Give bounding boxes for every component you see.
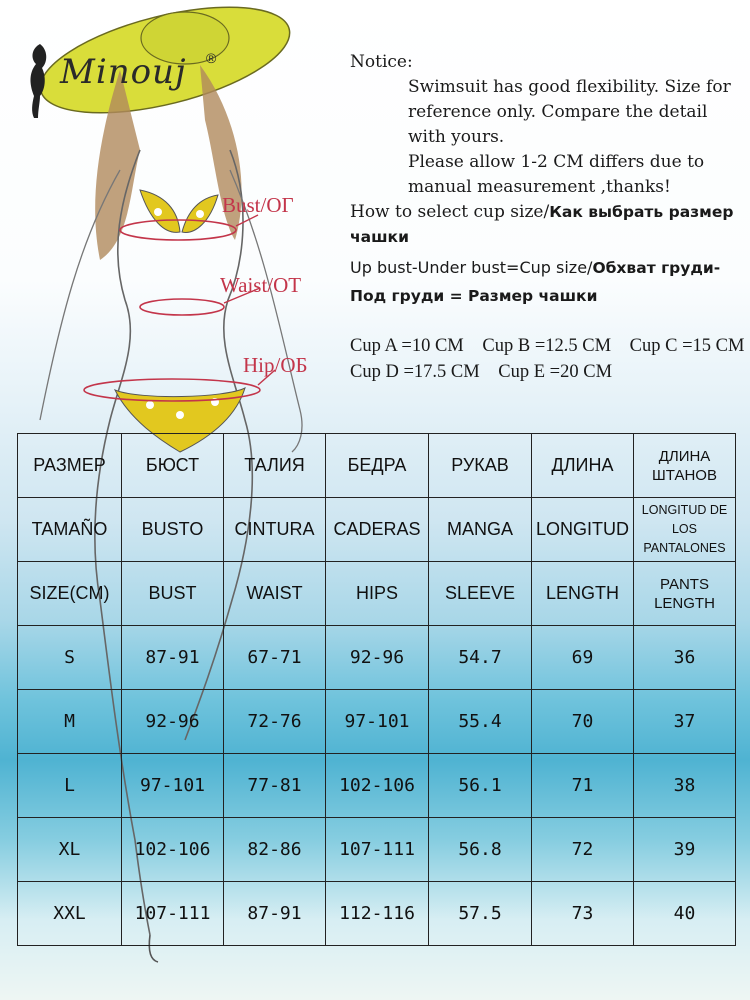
table-cell: 77-81 [224, 754, 326, 818]
header-cell: SLEEVE [429, 562, 532, 626]
cup-c: Cup C =15 CM [629, 336, 745, 356]
table-cell: M [18, 690, 122, 754]
table-row [18, 754, 736, 818]
table-row [18, 818, 736, 882]
table-row [18, 882, 736, 946]
table-cell: XL [18, 818, 122, 882]
cup-formula-text: Up bust-Under bust=Cup size/Обхват груди-Под груди = Размер чашки [350, 258, 721, 305]
bust-label: Bust/ОГ [222, 193, 294, 217]
table-cell: XXL [18, 882, 122, 946]
header-cell: CINTURA [224, 498, 326, 562]
header-cell: ДЛИНА [532, 434, 634, 498]
table-cell: 69 [532, 626, 634, 690]
table-cell: 92-96 [326, 626, 429, 690]
table-cell: 67-71 [224, 626, 326, 690]
brand-logo-text: Minouj [60, 52, 187, 92]
table-cell: 97-101 [122, 754, 224, 818]
table-cell: 57.5 [429, 882, 532, 946]
header-cell: BUST [122, 562, 224, 626]
notice-title: Notice: [350, 52, 413, 72]
header-cell: MANGA [429, 498, 532, 562]
table-cell: 72-76 [224, 690, 326, 754]
header-cell: ДЛИНА ШТАНОВ [634, 434, 736, 498]
table-cell: 97-101 [326, 690, 429, 754]
table-cell: 55.4 [429, 690, 532, 754]
table-cell: S [18, 626, 122, 690]
table-cell: 56.1 [429, 754, 532, 818]
table-cell: 70 [532, 690, 634, 754]
table-cell: 87-91 [224, 882, 326, 946]
cup-howto-text: How to select cup size/Как выбрать размер чашки [350, 202, 734, 246]
header-cell: WAIST [224, 562, 326, 626]
table-cell: 112-116 [326, 882, 429, 946]
notice-measurement-text: Please allow 1-2 CM differs due to manual measurement ,thanks! [408, 152, 705, 197]
header-cell: HIPS [326, 562, 429, 626]
header-row-ru [18, 434, 736, 498]
table-cell: 107-111 [326, 818, 429, 882]
header-cell: TAMAÑO [18, 498, 122, 562]
header-cell: БЮСТ [122, 434, 224, 498]
header-cell: БЕДРА [326, 434, 429, 498]
header-cell: ТАЛИЯ [224, 434, 326, 498]
header-cell: CADERAS [326, 498, 429, 562]
waist-label: Waist/ОТ [220, 273, 302, 297]
table-cell: 87-91 [122, 626, 224, 690]
table-row [18, 690, 736, 754]
header-cell: LONGITUD [532, 498, 634, 562]
notice-flexibility-text: Swimsuit has good flexibility. Size for reference only. Compare the detail with yours. [408, 77, 731, 147]
table-cell: 54.7 [429, 626, 532, 690]
header-cell: SIZE(CM) [18, 562, 122, 626]
cup-size-list [350, 333, 750, 385]
cup-d: Cup D =17.5 CM [350, 362, 480, 382]
size-chart-table [17, 433, 736, 946]
table-cell: 107-111 [122, 882, 224, 946]
header-cell: PANTS LENGTH [634, 562, 736, 626]
cup-b: Cup B =12.5 CM [482, 336, 612, 356]
cup-a: Cup A =10 CM [350, 336, 464, 356]
table-cell: 38 [634, 754, 736, 818]
cup-e: Cup E =20 CM [498, 362, 613, 382]
table-cell: 37 [634, 690, 736, 754]
table-cell: 102-106 [122, 818, 224, 882]
hip-label: Hip/ОБ [243, 353, 308, 377]
header-cell: РУКАВ [429, 434, 532, 498]
header-row-es [18, 498, 736, 562]
header-row-en [18, 562, 736, 626]
notice-block [350, 50, 745, 310]
table-cell: 71 [532, 754, 634, 818]
table-cell: 102-106 [326, 754, 429, 818]
table-cell: 56.8 [429, 818, 532, 882]
table-cell: 82-86 [224, 818, 326, 882]
table-cell: 40 [634, 882, 736, 946]
table-row [18, 626, 736, 690]
header-cell: BUSTO [122, 498, 224, 562]
table-cell: 36 [634, 626, 736, 690]
table-cell: 92-96 [122, 690, 224, 754]
table-cell: 39 [634, 818, 736, 882]
header-cell: LENGTH [532, 562, 634, 626]
table-cell: 73 [532, 882, 634, 946]
table-cell: L [18, 754, 122, 818]
registered-mark: ® [206, 50, 217, 66]
header-cell: РАЗМЕР [18, 434, 122, 498]
header-cell: LONGITUD DE LOS PANTALONES [634, 498, 736, 562]
table-cell: 72 [532, 818, 634, 882]
